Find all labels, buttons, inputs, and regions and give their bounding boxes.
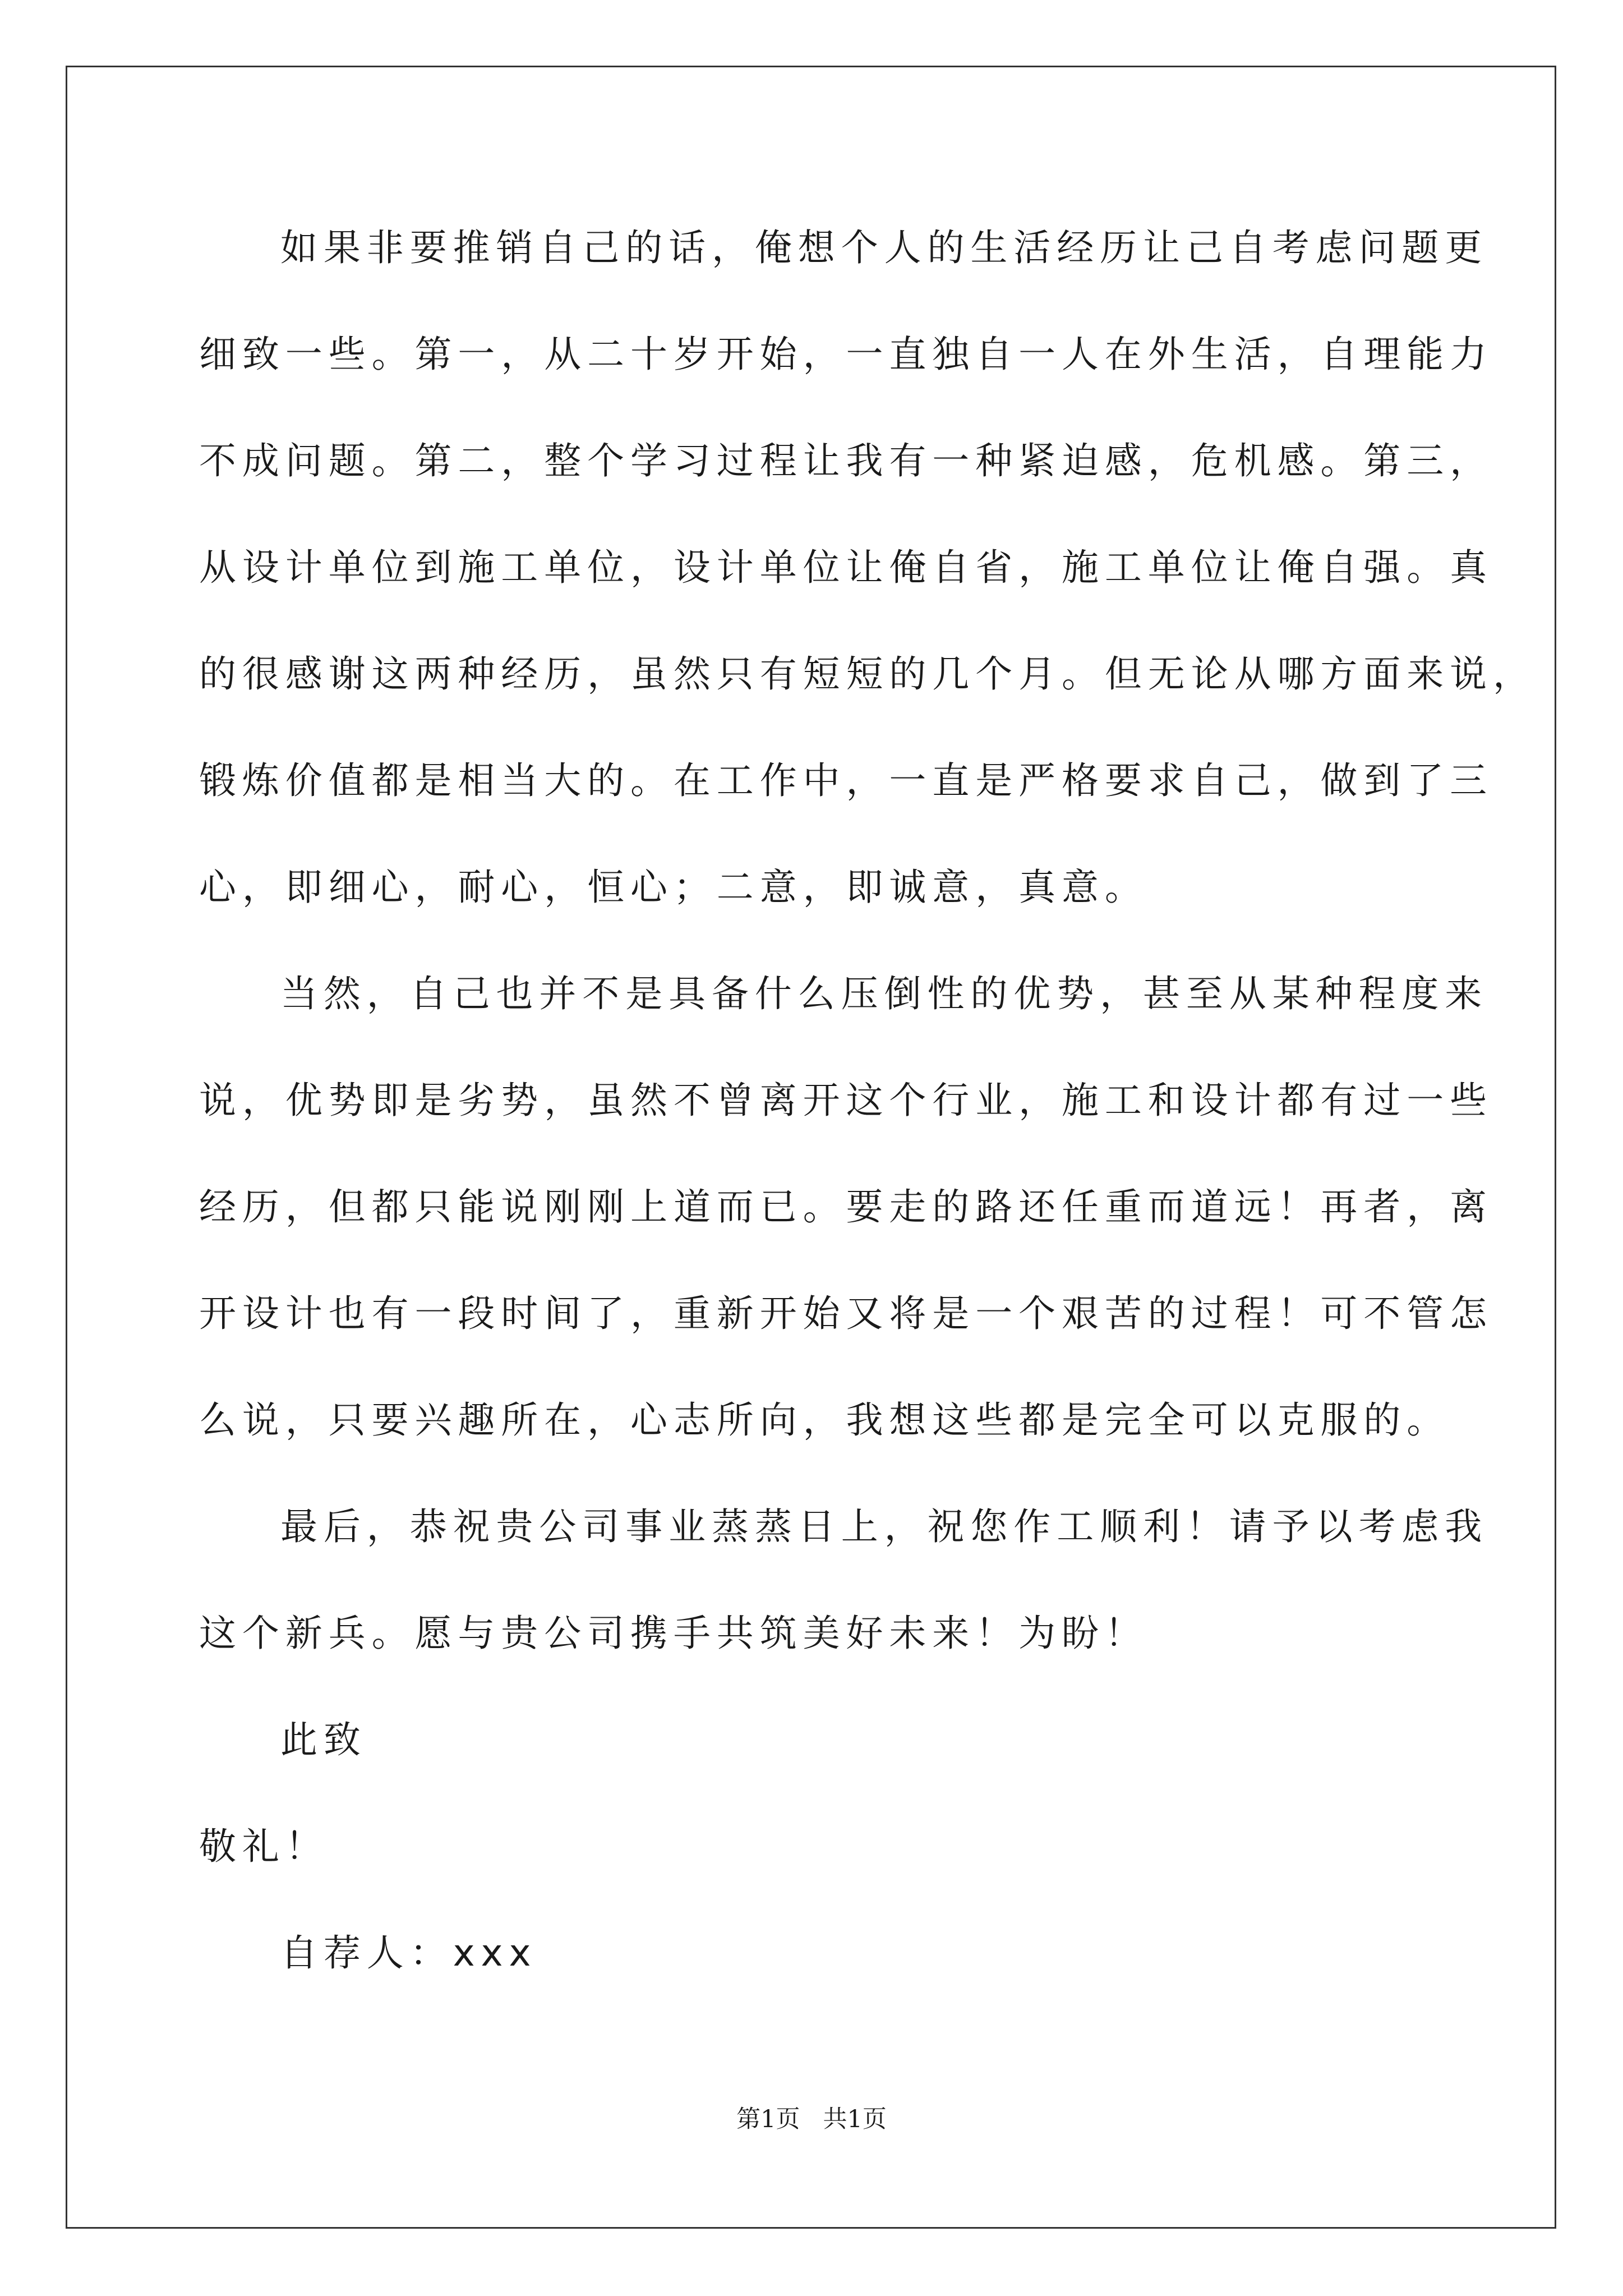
paragraph-1-line-6: 锻炼价值都是相当大的。在工作中，一直是严格要求自己，做到了三 [199, 759, 1493, 802]
paragraph-2-line-4: 开设计也有一段时间了，重新开始又将是一个艰苦的过程！可不管怎 [199, 1292, 1493, 1335]
page-frame [66, 66, 1556, 2229]
salute-text: 敬礼！ [199, 1825, 329, 1868]
paragraph-2-line-5: 么说，只要兴趣所在，心志所向，我想这些都是完全可以克服的。 [199, 1398, 1450, 1442]
paragraph-2-line-1: 当然，自己也并不是具备什么压倒性的优势，甚至从某种程度来 [280, 972, 1488, 1015]
paragraph-2-line-3: 经历，但都只能说刚刚上道而已。要走的路还任重而道远！再者，离 [199, 1185, 1493, 1228]
paragraph-1-line-7: 心，即细心，耐心，恒心；二意，即诚意，真意。 [199, 866, 1148, 909]
paragraph-3-line-1: 最后，恭祝贵公司事业蒸蒸日上，祝您作工顺利！请予以考虑我 [280, 1505, 1488, 1548]
paragraph-3-line-2: 这个新兵。愿与贵公司携手共筑美好未来！为盼！ [199, 1612, 1148, 1655]
paragraph-1-line-3: 不成问题。第二，整个学习过程让我有一种紧迫感，危机感。第三， [199, 439, 1493, 482]
signature-text: 自荐人：xxx [280, 1931, 537, 1975]
closing-text: 此致 [280, 1718, 367, 1761]
paragraph-2-line-2: 说，优势即是劣势，虽然不曾离开这个行业，施工和设计都有过一些 [199, 1079, 1493, 1122]
paragraph-1-line-5: 的很感谢这两种经历，虽然只有短短的几个月。但无论从哪方面来说， [199, 652, 1536, 696]
paragraph-1-line-4: 从设计单位到施工单位，设计单位让俺自省，施工单位让俺自强。真 [199, 546, 1493, 589]
page-footer: 第1页 共1页 [736, 2105, 887, 2133]
paragraph-1-line-2: 细致一些。第一，从二十岁开始，一直独自一人在外生活，自理能力 [199, 333, 1493, 376]
paragraph-1-line-1: 如果非要推销自己的话，俺想个人的生活经历让己自考虑问题更 [280, 226, 1488, 269]
